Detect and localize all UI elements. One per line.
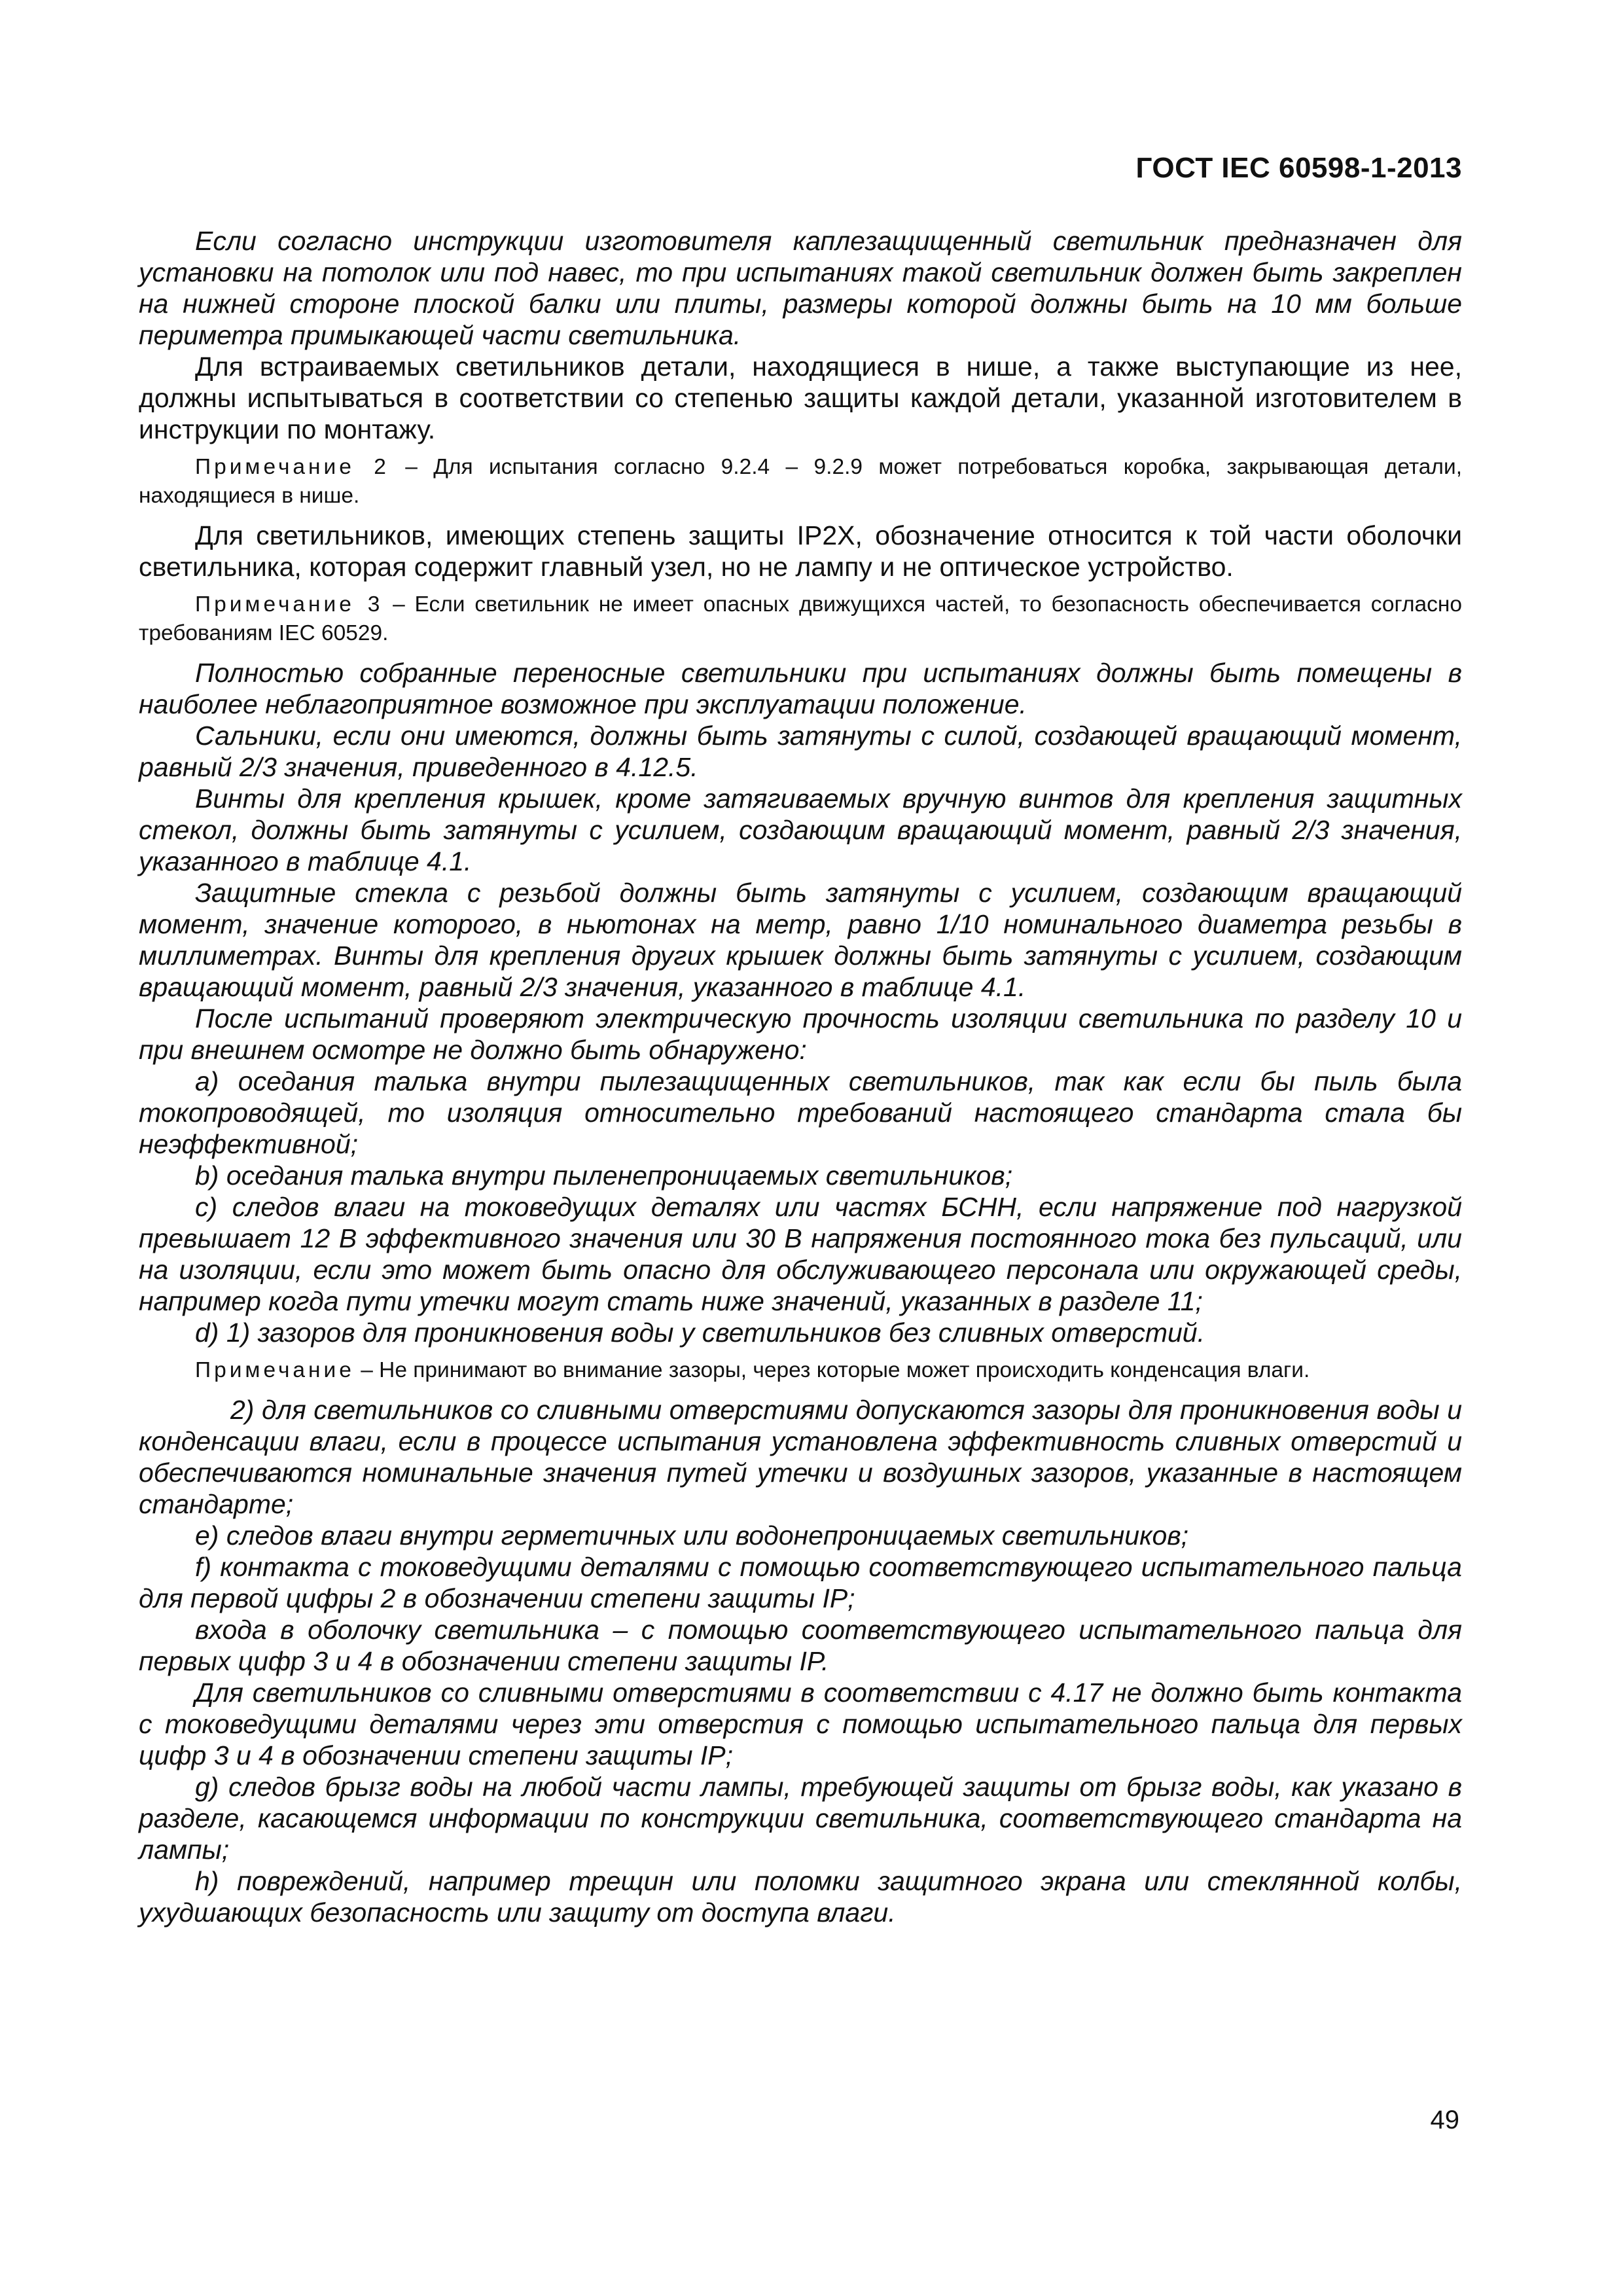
paragraph-portable-position: Полностью собранные переносные светильники при испытаниях должны быть помещены в наиболее неблагоприятное возможное при эксплуатации положение. (139, 658, 1462, 719)
note-condensation-label: Примечание (195, 1358, 355, 1382)
paragraph-ip2x: Для светильников, имеющих степень защиты IP2X, обозначение относится к той части оболочки светильника, которая содержит главный узел, но не лампу и не оптическое устройство. (139, 520, 1462, 582)
list-item-b: b) оседания талька внутри пыленепроницаемых светильников; (195, 1160, 1013, 1191)
note-3-label: Примечание 3 (195, 592, 383, 617)
list-item-g: g) следов брызг воды на любой части лампы, требующей защиты от брызг воды, как указано в разделе, касающемся информации по конструкции светильника, соответствующего стандарта на лампы; (139, 1772, 1462, 1865)
paragraph-glands: Сальники, если они имеются, должны быть затянуты с силой, создающей вращающий момент, равный 2/3 значения, приведенного в 4.12.5. (139, 721, 1462, 782)
note-condensation (139, 1356, 1462, 1385)
paragraph-recessed-luminaires: Для встраиваемых светильников детали, находящиеся в нише, а также выступающие из нее, должны испытываться в соответствии со степенью защиты каждой детали, указанной изготовителем в инструкции по монтажу. (139, 351, 1462, 444)
list-item-f-entry: входа в оболочку светильника – с помощью соответствующего испытательного пальца для первых цифр 3 и 4 в обозначении степени защиты IP. (139, 1615, 1462, 1676)
note-2 (139, 453, 1462, 511)
page-number: 49 (1430, 2106, 1459, 2134)
list-item-d1: d) 1) зазоров для проникновения воды у светильников без сливных отверстий. (195, 1318, 1205, 1348)
standard-code-header: ГОСТ IEC 60598-1-2013 (1135, 152, 1462, 184)
list-item-d2: 2) для светильников со сливными отверстиями допускаются зазоры для проникновения воды и конденсации влаги, если в процессе испытания установлена эффективность сливных отверстий и обеспечиваются номинальные значения путей утечки и воздушных зазоров, указанные в настоящем стандарте; (139, 1395, 1462, 1519)
list-item-f: f) контакта с токоведущими деталями с помощью соответствующего испытательного пальца для первой цифры 2 в обозначении степени защиты IP; (139, 1552, 1462, 1613)
note-2-text: – Для испытания согласно 9.2.4 – 9.2.9 может потребоваться коробка, закрывающая детали, находящиеся в нише. (139, 455, 1463, 508)
paragraph-threaded-glass: Защитные стекла с резьбой должны быть затянуты с усилием, создающим вращающий момент, значение которого, в ньютонах на метр, равно 1/10 номинального диаметра резьбы в миллиметрах. Винты для крепления других крышек должны быть затянуты с усилием, создающим вращающий момент, равный 2/3 значения, указанного в таблице 4.1. (139, 878, 1462, 1002)
list-item-a: а) оседания талька внутри пылезащищенных светильников, так как если бы пыль была токопроводящей, то изоляция относительно требований настоящего стандарта стала бы неэффективной; (139, 1066, 1462, 1159)
note-condensation-text: – Не принимают во внимание зазоры, через которые может происходить конденсация влаги. (354, 1358, 1310, 1382)
paragraph-after-tests: После испытаний проверяют электрическую прочность изоляции светильника по разделу 10 и при внешнем осмотре не должно быть обнаружено: (139, 1003, 1462, 1065)
note-2-label: Примечание 2 (195, 455, 389, 479)
note-3 (139, 590, 1462, 648)
body-text (139, 225, 1462, 1928)
paragraph-drain-holes: Для светильников со сливными отверстиями в соответствии с 4.17 не должно быть контакта с токоведущими деталями через эти отверстия с помощью испытательного пальца для первых цифр 3 и 4 в обозначении степени защиты IP; (139, 1677, 1462, 1770)
list-item-e: е) следов влаги внутри герметичных или водонепроницаемых светильников; (195, 1520, 1189, 1551)
list-item-c: с) следов влаги на токоведущих деталях или частях БСНН, если напряжение под нагрузкой превышает 12 В эффективного значения или 30 В напряжения постоянного тока без пульсаций, или на изоляции, если это может быть опасно для обслуживающего персонала или окружающей среды, например когда пути утечки могут стать ниже значений, указанных в разделе 11; (139, 1192, 1462, 1316)
list-item-h: h) повреждений, например трещин или поломки защитного экрана или стеклянной колбы, ухудшающих безопасность или защиту от доступа влаги. (139, 1866, 1462, 1928)
paragraph-ceiling-mount: Если согласно инструкции изготовителя каплезащищенный светильник предназначен для установки на потолок или под навес, то при испытаниях такой светильник должен быть закреплен на нижней стороне плоской балки или плиты, размеры которой должны быть на 10 мм больше периметра примыкающей части светильника. (139, 226, 1462, 350)
note-3-text: – Если светильник не имеет опасных движущихся частей, то безопасность обеспечивается согласно требованиям IEC 60529. (139, 592, 1462, 645)
paragraph-cover-screws: Винты для крепления крышек, кроме затягиваемых вручную винтов для крепления защитных стекол, должны быть затянуты с усилием, создающим вращающий момент, равный 2/3 значения, указанного в таблице 4.1. (139, 783, 1462, 876)
